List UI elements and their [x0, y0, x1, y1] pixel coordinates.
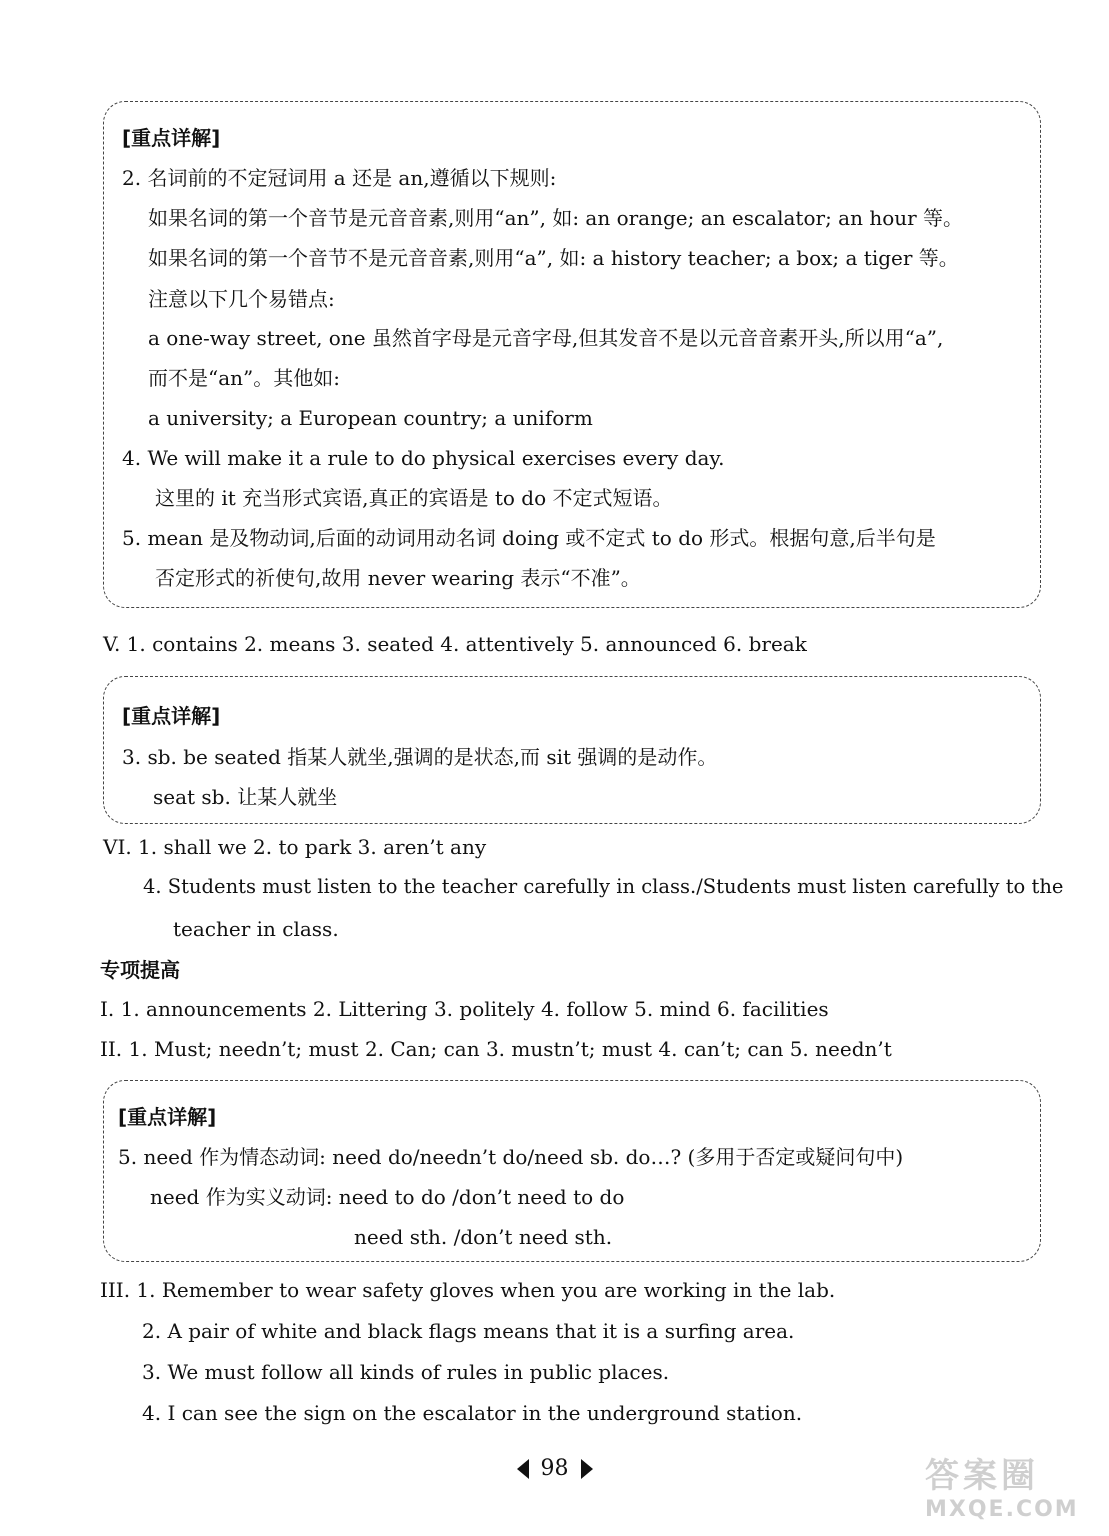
answer-section-vi-line-3: teacher in class.	[173, 917, 339, 941]
previous-arrow-icon	[517, 1459, 529, 1479]
box2-line-1: 3. sb. be seated 指某人就坐,强调的是状态,而 sit 强调的是动作。	[122, 745, 718, 769]
box1-line-11: 否定形式的祈使句,故用 never wearing 表示“不准”。	[155, 566, 641, 590]
watermark-top-text: 答案圈	[925, 1456, 1039, 1496]
watermark-bottom-text: MXQE.COM	[925, 1497, 1079, 1522]
special-section-ii: II. 1. Must; needn’t; must 2. Can; can 3. mustn’t; must 4. can’t; can 5. needn’t	[100, 1037, 892, 1061]
answer-section-vi-line-2: 4. Students must listen to the teacher carefully in class./Students must listen carefully to the	[143, 875, 1064, 898]
box3-line-3: need sth. /don’t need sth.	[354, 1225, 613, 1249]
box1-line-9: 这里的 it 充当形式宾语,真正的宾语是 to do 不定式短语。	[155, 486, 673, 510]
special-section-i: I. 1. announcements 2. Littering 3. politely 4. follow 5. mind 6. facilities	[100, 997, 829, 1021]
special-section-iii-line-3: 3. We must follow all kinds of rules in public places.	[142, 1360, 670, 1384]
box2-line-2: seat sb. 让某人就坐	[153, 785, 338, 809]
page-number: 98	[540, 1456, 569, 1481]
box3-heading: [重点详解]	[118, 1105, 217, 1129]
watermark-logo	[925, 1448, 1095, 1528]
box3-line-1: 5. need 作为情态动词: need do/needn’t do/need sb. do…? (多用于否定或疑问句中)	[118, 1145, 904, 1169]
box1-line-1: 2. 名词前的不定冠词用 a 还是 an,遵循以下规则:	[122, 166, 557, 190]
box1-line-6: 而不是“an”。其他如:	[148, 366, 340, 390]
special-section-iii-line-1: III. 1. Remember to wear safety gloves when you are working in the lab.	[100, 1278, 836, 1302]
box1-line-4: 注意以下几个易错点:	[148, 287, 335, 311]
box1-line-7: a university; a European country; a uniform	[148, 406, 593, 430]
box1-line-2: 如果名词的第一个音节是元音音素,则用“an”, 如: an orange; an escalator; an hour 等。	[148, 206, 964, 230]
special-section-title: 专项提高	[100, 958, 180, 982]
box1-heading: [重点详解]	[122, 126, 221, 150]
answer-section-v: V. 1. contains 2. means 3. seated 4. attentively 5. announced 6. break	[103, 632, 807, 656]
box1-line-8: 4. We will make it a rule to do physical exercises every day.	[122, 446, 725, 470]
box1-line-5: a one-way street, one 虽然首字母是元音字母,但其发音不是以元音音素开头,所以用“a”,	[148, 326, 944, 350]
answer-section-vi-line-1: VI. 1. shall we 2. to park 3. aren’t any	[103, 835, 487, 859]
special-section-iii-line-4: 4. I can see the sign on the escalator in the underground station.	[142, 1401, 803, 1425]
box2-heading: [重点详解]	[122, 704, 221, 728]
box3-line-2: need 作为实义动词: need to do /don’t need to do	[150, 1185, 625, 1209]
box1-line-3: 如果名词的第一个音节不是元音音素,则用“a”, 如: a history teacher; a box; a tiger 等。	[148, 246, 959, 270]
box1-line-10: 5. mean 是及物动词,后面的动词用动名词 doing 或不定式 to do 形式。根据句意,后半句是	[122, 526, 936, 550]
next-arrow-icon	[581, 1459, 593, 1479]
special-section-iii-line-2: 2. A pair of white and black flags means that it is a surfing area.	[142, 1319, 795, 1343]
